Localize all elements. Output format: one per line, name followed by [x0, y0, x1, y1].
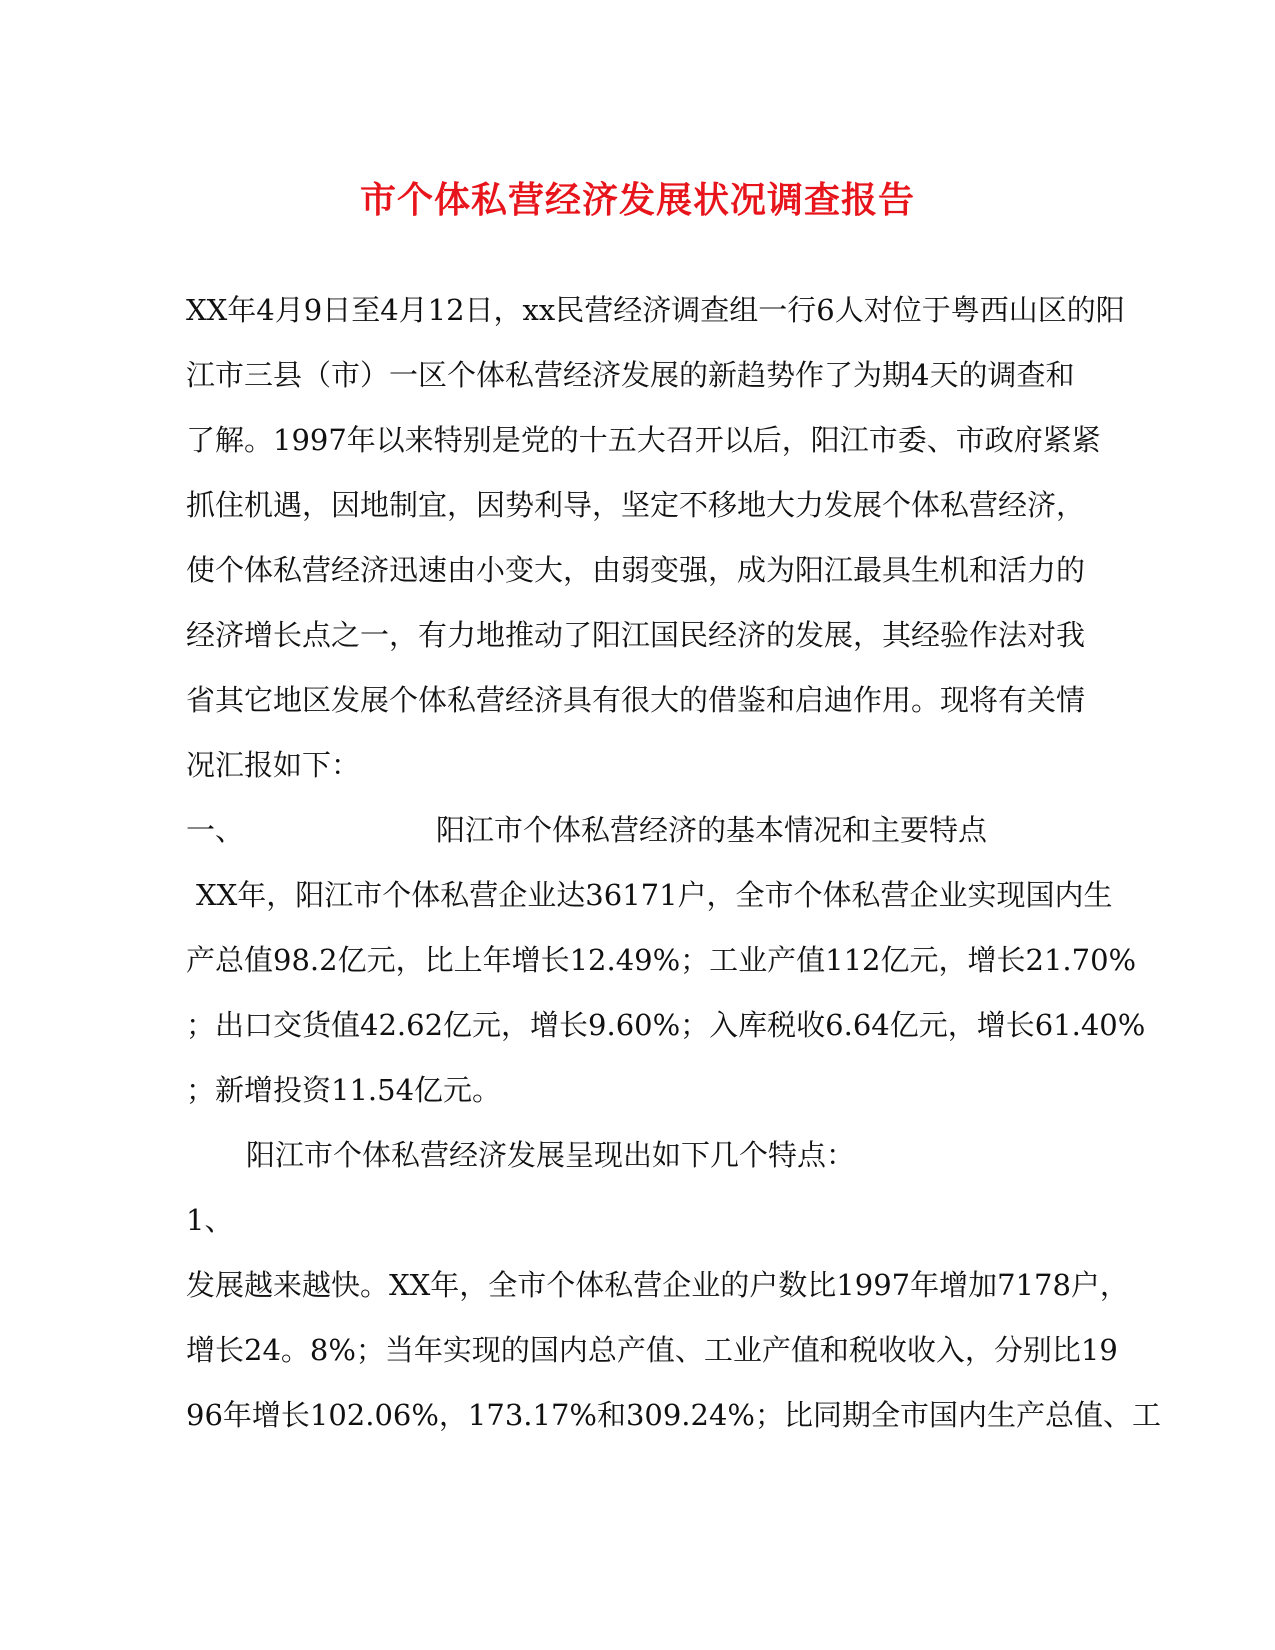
stats-line: 产总值98.2亿元，比上年增长12.49%；工业产值112亿元，增长21.70% — [186, 943, 1137, 977]
intro-line: 抓住机遇，因地制宜，因势利导，坚定不移地大力发展个体私营经济， — [186, 488, 1086, 522]
intro-line: 了解。1997年以来特别是党的十五大召开以后，阳江市委、市政府紧紧 — [186, 423, 1101, 457]
intro-line: 省其它地区发展个体私营经济具有很大的借鉴和启迪作用。现将有关情 — [186, 683, 1086, 717]
intro-line: 经济增长点之一，有力地推动了阳江国民经济的发展，其经验作法对我 — [186, 618, 1086, 652]
section-number: 一、 — [186, 813, 245, 847]
intro-line: 使个体私营经济迅速由小变大，由弱变强，成为阳江最具生机和活力的 — [186, 553, 1086, 587]
intro-line: XX年4月9日至4月12日，xx民营经济调查组一行6人对位于粤西山区的阳 — [186, 293, 1125, 327]
intro-line: 况汇报如下： — [186, 748, 361, 782]
document-body — [186, 290, 1161, 1460]
intro-line: 江市三县（市）一区个体私营经济发展的新趋势作了为期4天的调查和 — [186, 358, 1075, 392]
item-number: 1、 — [186, 1203, 234, 1237]
stats-line: ；出口交货值42.62亿元，增长9.60%；入库税收6.64亿元，增长61.40% — [186, 1008, 1146, 1042]
document-title: 市个体私营经济发展状况调查报告 — [359, 179, 915, 221]
item-line: 增长24。8%；当年实现的国内总产值、工业产值和税收收入，分别比19 — [186, 1333, 1118, 1367]
stats-line: ；新增投资11.54亿元。 — [186, 1073, 502, 1107]
section-heading-text: 阳江市个体私营经济的基本情况和主要特点 — [436, 813, 988, 847]
item-line: 96年增长102.06%，173.17%和309.24%；比同期全市国内生产总值、工 — [186, 1398, 1161, 1432]
item-line: 发展越来越快。XX年，全市个体私营企业的户数比1997年增加7178户， — [186, 1268, 1129, 1302]
section-heading — [186, 810, 1091, 875]
stats-line: XX年，阳江市个体私营企业达36171户，全市个体私营企业实现国内生 — [196, 878, 1113, 912]
features-intro: 阳江市个体私营经济发展呈现出如下几个特点： — [246, 1138, 856, 1172]
